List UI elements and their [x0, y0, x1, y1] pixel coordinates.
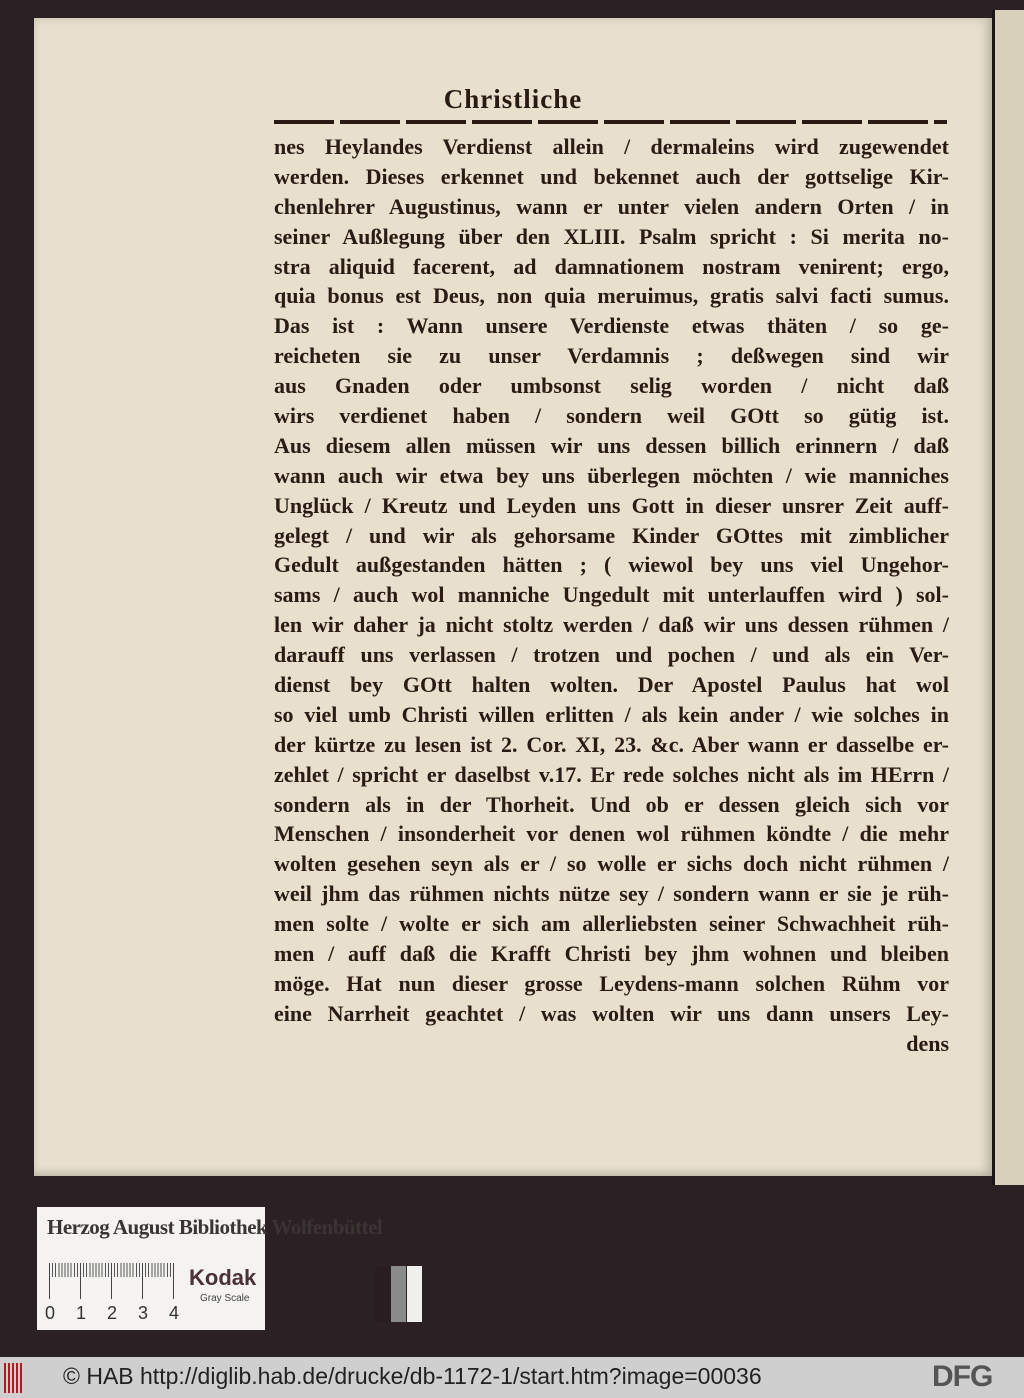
- text-line: len wir daher ja nicht stoltz werden / daß wir uns dessen rühmen /: [274, 612, 949, 638]
- text-line: gelegt / und wir als gehorsame Kinder GOttes mit zimblicher: [274, 522, 949, 548]
- copyright-link[interactable]: © HAB http://diglib.hab.de/drucke/db-1172-1/start.htm?image=00036: [63, 1363, 762, 1389]
- text-line: seiner Außlegung über den XLIII. Psalm spricht : Si merita no-: [274, 223, 949, 249]
- text-line: werden. Dieses erkennet und bekennet auch der gottselige Kir-: [274, 163, 949, 189]
- text-line: der kürtze zu lesen ist 2. Cor. XI, 23. &c. Aber wann er dasselbe er-: [274, 731, 949, 757]
- catchword: dens: [906, 1030, 949, 1056]
- text-line: darauff uns verlassen / trotzen und pochen / und als ein Ver-: [274, 642, 949, 668]
- ruler-major-tick: [142, 1263, 143, 1299]
- ruler-number: 2: [107, 1303, 118, 1323]
- text-line: wolten gesehen seyn als er / so wolle er sichs doch nicht rühmen /: [274, 851, 949, 877]
- text-line: stra aliquid facerent, ad damnationem nostram venirent; ergo,: [274, 253, 949, 279]
- header-rule: [274, 120, 947, 124]
- text-line: Unglück / Kreutz und Leyden uns Gott in dieser unsrer Zeit auff-: [274, 492, 949, 518]
- adjacent-page-edge: [992, 10, 1024, 1185]
- ruler-number: 0: [45, 1303, 56, 1323]
- ruler-number: 4: [169, 1303, 180, 1323]
- ruler-major-tick: [173, 1263, 174, 1299]
- gray-swatch: [391, 1266, 406, 1322]
- text-line: sondern als in der Thorheit. Und ob er dessen gleich sich vor: [274, 791, 949, 817]
- gray-scale-label: Gray Scale: [200, 1293, 250, 1304]
- ruler-major-tick: [80, 1263, 81, 1299]
- hab-logo-icon: [4, 1363, 24, 1393]
- text-line: zehlet / spricht er daselbst v.17. Er rede solches nicht als im HErrn /: [274, 761, 949, 787]
- text-line: Aus diesem allen müssen wir uns dessen billich erinnern / daß: [274, 432, 949, 458]
- gray-swatch: [407, 1266, 422, 1322]
- text-line: möge. Hat nun dieser grosse Leydens-mann solchen Rühm vor: [274, 970, 949, 996]
- ruler-major-tick: [49, 1263, 50, 1299]
- scale-card: [37, 1207, 383, 1330]
- kodak-logo: Kodak: [189, 1265, 257, 1290]
- text-line: reicheten sie zu unser Verdamnis ; deßwegen sind wir: [274, 343, 949, 369]
- text-line: wann auch wir etwa bey uns überlegen möchten / wie manniches: [274, 462, 949, 488]
- ruler-major-tick: [111, 1263, 112, 1299]
- text-line: weil jhm das rühmen nichts nütze sey / sondern wann er sie je rüh-: [274, 881, 949, 907]
- text-line: chenlehrer Augustinus, wann er unter vielen andern Orten / in: [274, 193, 949, 219]
- text-line: sams / auch wol manniche Ungedult mit unterlauffen wird ) sol-: [274, 582, 949, 608]
- text-line: nes Heylandes Verdienst allein / dermaleins wird zugewendet: [274, 134, 949, 159]
- text-block: [274, 132, 949, 1059]
- ruler-number: 3: [138, 1303, 149, 1323]
- gray-swatch: [375, 1266, 390, 1322]
- library-name: Herzog August Bibliothek Wolfenbüttel: [47, 1215, 383, 1239]
- text-line: quia bonus est Deus, non quia meruimus, gratis salvi facti sumus.: [274, 283, 949, 309]
- footer-bar: [0, 1357, 1024, 1398]
- text-line: eine Narrheit geachtet / was wolten wir uns dann unsers Ley-: [274, 1000, 949, 1026]
- dfg-logo: DFG: [932, 1360, 993, 1393]
- text-line: dienst bey GOtt halten wolten. Der Apostel Paulus hat wol: [274, 672, 949, 698]
- text-line: wirs verdienet haben / sondern weil GOtt so gütig ist.: [274, 403, 949, 429]
- ruler-number: 1: [76, 1303, 87, 1323]
- text-line: men / auff daß die Krafft Christi bey jhm wohnen und bleiben: [274, 941, 949, 967]
- text-line: Menschen / insonderheit vor denen wol rühmen köndte / die mehr: [274, 821, 949, 847]
- text-line: men solte / wolte er sich am allerliebsten seiner Schwachheit rüh-: [274, 911, 949, 937]
- text-line: aus Gnaden oder umbsonst selig worden / nicht daß: [274, 373, 949, 399]
- text-line: Gedult außgestanden hätten ; ( wiewol bey uns viel Ungehor-: [274, 552, 949, 578]
- text-line: Das ist : Wann unsere Verdienste etwas thäten / so ge-: [274, 313, 949, 339]
- scanned-page: [34, 18, 992, 1176]
- text-line: so viel umb Christi willen erlitten / als kein ander / wie solches in: [274, 701, 949, 727]
- running-head: Christliche: [443, 84, 583, 114]
